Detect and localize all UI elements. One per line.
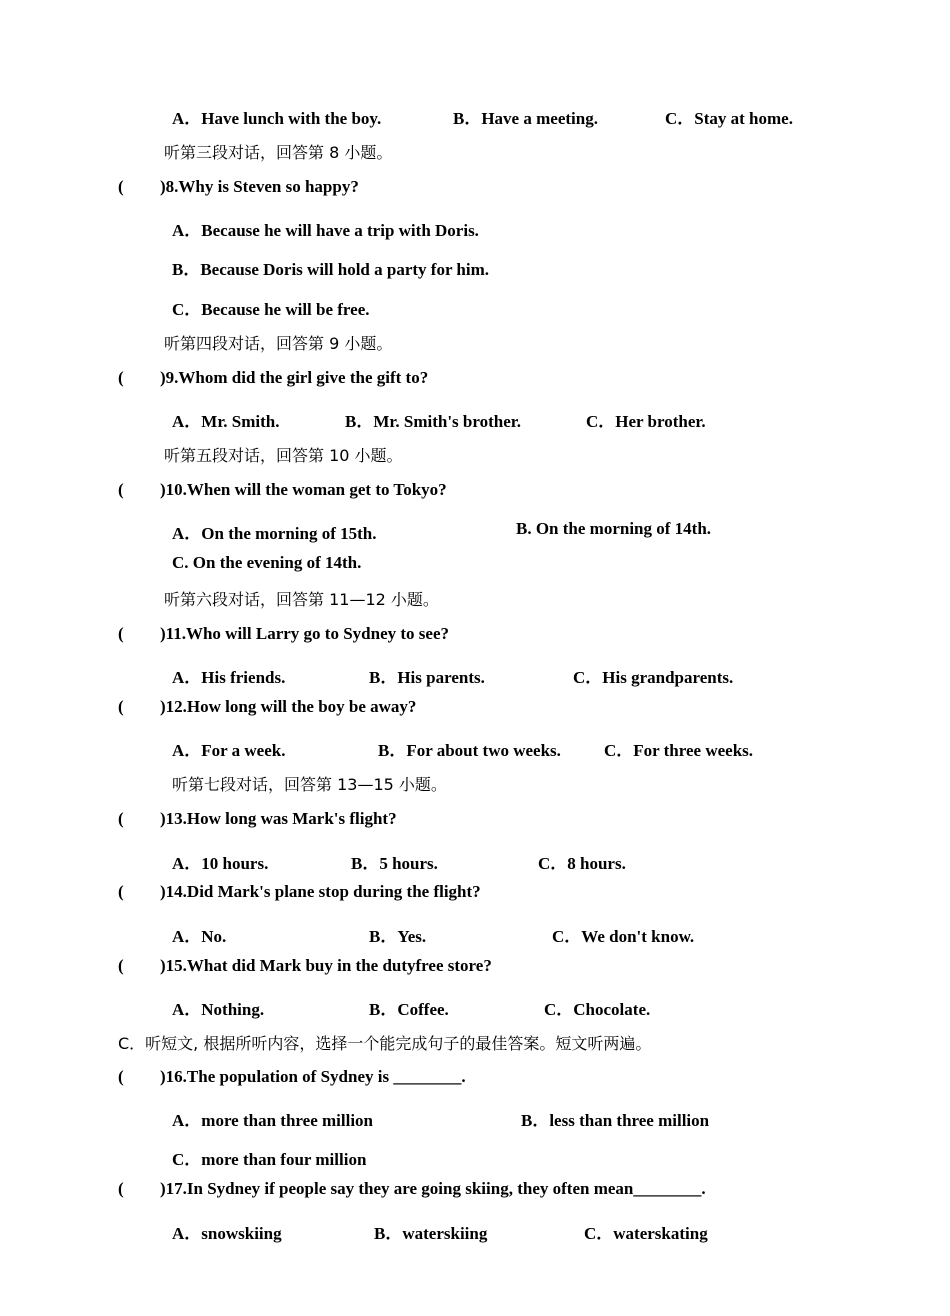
- q10-option-b: B. On the morning of 14th.: [516, 519, 712, 538]
- q10-question: )10.When will the woman get to Tokyo?: [160, 480, 447, 499]
- q11-answer-paren: (: [118, 624, 124, 643]
- q12-option-b: B．For about two weeks.: [378, 741, 561, 760]
- q9-option-b: B．Mr. Smith's brother.: [345, 412, 522, 431]
- q15-option-c: C．Chocolate.: [544, 1000, 651, 1019]
- q11-option-c: C．His grandparents.: [573, 668, 734, 687]
- q12-option-a: A．For a week.: [172, 741, 286, 760]
- q13-option-c: C．8 hours.: [538, 854, 626, 873]
- q12-question: )12.How long will the boy be away?: [160, 697, 417, 716]
- q17-answer-paren: (: [118, 1179, 124, 1198]
- q17-option-a: A．snowskiing: [172, 1224, 282, 1243]
- q9-answer-paren: (: [118, 368, 124, 387]
- q14-option-b: B．Yes.: [369, 927, 427, 946]
- q16-answer-paren: (: [118, 1067, 124, 1086]
- q10-option-a: A．On the morning of 15th.: [172, 524, 377, 543]
- q15-option-b: B．Coffee.: [369, 1000, 449, 1019]
- section-heading-5: 听第五段对话，回答第 10 小题。: [164, 446, 403, 465]
- q13-option-b: B．5 hours.: [351, 854, 438, 873]
- q16-option-b: B．less than three million: [521, 1111, 710, 1130]
- q16-option-a: A．more than three million: [172, 1111, 373, 1130]
- q11-question: )11.Who will Larry go to Sydney to see?: [160, 624, 449, 643]
- q7-option-a: A．Have lunch with the boy.: [172, 109, 382, 128]
- q8-option-a: A．Because he will have a trip with Doris.: [172, 221, 479, 240]
- q10-answer-paren: (: [118, 480, 124, 499]
- q13-option-a: A．10 hours.: [172, 854, 269, 873]
- q8-option-b: B．Because Doris will hold a party for him.: [172, 260, 490, 279]
- q10-option-c: C. On the evening of 14th.: [172, 553, 362, 572]
- q13-question: )13.How long was Mark's flight?: [160, 809, 397, 828]
- q12-option-c: C．For three weeks.: [604, 741, 754, 760]
- q9-option-a: A．Mr. Smith.: [172, 412, 280, 431]
- q15-option-a: A．Nothing.: [172, 1000, 265, 1019]
- q9-option-c: C．Her brother.: [586, 412, 706, 431]
- q14-question: )14.Did Mark's plane stop during the flight?: [160, 882, 481, 901]
- q11-option-b: B．His parents.: [369, 668, 485, 687]
- q15-answer-paren: (: [118, 956, 124, 975]
- q8-answer-paren: (: [118, 177, 124, 196]
- q14-option-c: C．We don't know.: [552, 927, 695, 946]
- q13-answer-paren: (: [118, 809, 124, 828]
- q16-question: )16.The population of Sydney is ________.: [160, 1067, 466, 1086]
- q12-answer-paren: (: [118, 697, 124, 716]
- q15-question: )15.What did Mark buy in the dutyfree store?: [160, 956, 492, 975]
- q14-option-a: A．No.: [172, 927, 227, 946]
- q8-option-c: C．Because he will be free.: [172, 300, 370, 319]
- section-heading-4: 听第四段对话，回答第 9 小题。: [164, 334, 393, 353]
- section-heading-7: 听第七段对话，回答第 13—15 小题。: [172, 775, 447, 794]
- q17-question: )17.In Sydney if people say they are going skiing, they often mean________.: [160, 1179, 706, 1198]
- part-c-heading: C．听短文, 根据所听内容，选择一个能完成句子的最佳答案。短文听两遍。: [118, 1034, 652, 1053]
- section-heading-3: 听第三段对话，回答第 8 小题。: [164, 143, 393, 162]
- q16-option-c: C．more than four million: [172, 1150, 367, 1169]
- q17-option-b: B．waterskiing: [374, 1224, 488, 1243]
- q9-question: )9.Whom did the girl give the gift to?: [160, 368, 429, 387]
- q7-option-b: B．Have a meeting.: [453, 109, 598, 128]
- q8-question: )8.Why is Steven so happy?: [160, 177, 359, 196]
- section-heading-6: 听第六段对话，回答第 11—12 小题。: [164, 590, 439, 609]
- q17-option-c: C．waterskating: [584, 1224, 708, 1243]
- q11-option-a: A．His friends.: [172, 668, 286, 687]
- q14-answer-paren: (: [118, 882, 124, 901]
- q7-option-c: C．Stay at home.: [665, 109, 793, 128]
